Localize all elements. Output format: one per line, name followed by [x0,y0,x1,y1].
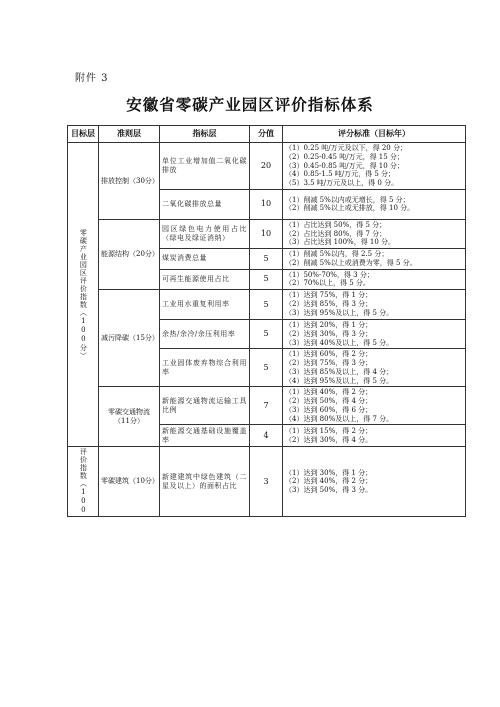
standard-line: （4）达到 95%及以上，得 5 分。 [285,376,394,385]
standard-cell [283,269,466,290]
standard-line: （1）0.25 吨/万元及以下，得 20 分； [285,144,407,152]
standard-cell [283,290,466,320]
indicator-cell: 新能源交通基础设施覆盖率 [160,425,250,447]
standard-cell [283,447,466,517]
standard-line: （1）达到 30%，得 1 分； [285,468,373,477]
standard-cell [283,320,466,349]
standard-line: （3）达到 85%及以上，得 4 分； [285,367,394,376]
standard-line: （3）达到 60%，得 6 分； [285,405,373,414]
standard-line: （2）达到 40%，得 2 分； [285,477,373,486]
score-cell: 10 [250,189,283,219]
target-label-continued: 评价指数（100 [79,448,88,516]
standard-line: （2）削减 5%以上或无排放，得 10 分。 [285,204,415,213]
indicator-cell: 新建建筑中绿色建筑（二星及以上）的面积占比 [160,447,250,517]
standard-cell [283,387,466,425]
score-cell: 7 [250,387,283,425]
target-cell-continued [68,447,99,517]
standard-cell [283,219,466,248]
standard-line: （1）削减 5%以内，得 2.5 分； [285,250,389,258]
score-cell: 5 [250,269,283,290]
standard-cell [283,249,466,270]
indicator-cell: 工业固体废弃物综合利用率 [160,349,250,387]
table-row [68,219,466,248]
standard-line: （2）削减 5%以上或消费为零，得 5 分。 [285,258,417,267]
criterion-cell: 排放控制（30分） [99,143,160,220]
score-cell: 5 [250,249,283,270]
standard-line: （3）达到 40%及以上，得 5 分。 [285,338,394,347]
standard-line: （1）50%-70%，得 3 分； [285,270,374,279]
indicator-cell: 可再生能源使用占比 [160,269,250,290]
standard-line: （1）达到 40%，得 2 分； [285,388,373,397]
criterion-cell: 减污降碳（15分） [99,290,160,387]
table-header-row [68,126,466,143]
score-cell: 5 [250,320,283,349]
standard-line: （1）达到 75%，得 1 分； [285,291,373,300]
table-row [68,290,466,320]
indicator-cell: 余热/余冷/余压利用率 [160,320,250,349]
standard-line: （1）削减 5%以内或无增长，得 5 分； [285,195,410,204]
standard-cell [283,349,466,387]
standard-line: （4）达到 80%及以上，得 7 分。 [285,414,394,423]
annex-label: 附件 3 [75,73,109,84]
standard-line: （1）达到 15%，得 2 分； [285,427,373,435]
standard-cell [283,143,466,190]
standard-line: （4）0.85-1.5 吨/万元，得 5 分； [285,170,396,179]
standard-line: （3）达到 50%，得 3 分。 [285,486,373,495]
header-target: 目标层 [68,126,99,143]
standard-line: （3）0.45-0.85 吨/万元，得 10 分； [285,161,404,170]
standard-line: （2）达到 50%，得 4 分； [285,397,373,405]
criterion-cell: 零碳建筑（10分） [99,447,160,517]
score-cell: 20 [250,143,283,190]
standard-line: （2）达到 75%，得 3 分； [285,359,373,367]
standard-line: （3）占比达到 100%，得 10 分。 [285,238,396,247]
table-row [68,143,466,190]
target-label: 零碳产业园区评价指数（100分） [79,229,88,361]
standard-line: （5）3.5 吨/万元及以上，得 0 分。 [285,179,399,187]
standard-cell [283,425,466,447]
score-cell: 5 [250,290,283,320]
indicator-cell: 园区绿色电力使用占比（绿电及绿证消纳） [160,219,250,248]
header-criterion: 准则层 [99,126,160,143]
score-cell: 3 [250,447,283,517]
standard-line: （1）达到 60%，得 2 分； [285,350,373,359]
score-cell: 10 [250,219,283,248]
indicator-cell: 工业用水重复利用率 [160,290,250,320]
indicator-table [67,125,466,517]
standard-line: （3）达到 95%及以上，得 5 分。 [285,308,394,317]
standard-line: （2）达到 85%，得 3 分； [285,300,373,309]
score-cell: 4 [250,425,283,447]
standard-line: （2）0.25-0.45 吨/万元，得 15 分； [285,152,404,161]
indicator-cell: 煤炭消费总量 [160,249,250,270]
target-cell [68,143,99,447]
table-row [68,447,466,517]
score-cell: 5 [250,349,283,387]
page-title: 安徽省零碳产业园区评价指标体系 [126,96,374,114]
criterion-cell: 能源结构（20分） [99,219,160,289]
standard-line: （2）达到 30%，得 3 分； [285,329,373,338]
indicator-cell: 二氧化碳排放总量 [160,189,250,219]
standard-line: （1）达到 20%，得 1 分； [285,321,373,329]
standard-line: （2）占比达到 80%，得 7 分； [285,229,387,238]
standard-line: （1）占比达到 50%，得 5 分； [285,220,387,229]
standard-cell [283,189,466,219]
table-row [68,387,466,425]
standard-line: （2）达到 30%，得 4 分。 [285,435,373,444]
indicator-cell: 单位工业增加值二氧化碳排放 [160,143,250,190]
header-score: 分值 [250,126,283,143]
header-indicator: 指标层 [160,126,250,143]
header-standard: 评分标准（目标年） [283,126,466,143]
criterion-cell: 零碳交通物流（11分） [99,387,160,447]
indicator-cell: 新能源交通物流运输工具比例 [160,387,250,425]
standard-line: （2）70%以上，得 5 分。 [285,279,370,288]
